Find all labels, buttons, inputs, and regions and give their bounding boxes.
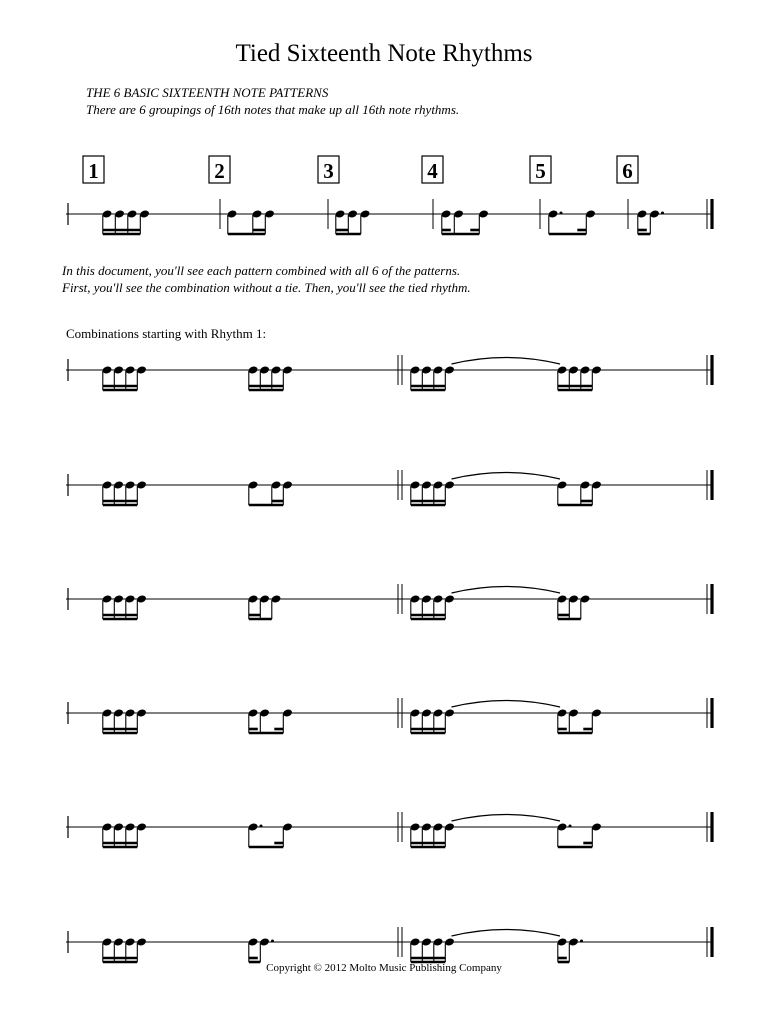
- explanation-line-2: First, you'll see the combination without a tie. Then, you'll see the tied rhythm.: [62, 280, 471, 295]
- copyright-footer: Copyright © 2012 Molto Music Publishing Company: [266, 962, 502, 974]
- intro-line: There are 6 groupings of 16th notes that make up all 16th note rhythms.: [86, 102, 460, 117]
- tie-curve: [452, 587, 561, 594]
- pattern-number-label: 6: [622, 159, 633, 183]
- page-title: Tied Sixteenth Note Rhythms: [235, 40, 533, 67]
- combination-row-3: [66, 584, 712, 619]
- augmentation-dot: [661, 212, 664, 215]
- pattern-number-box-2: [209, 156, 230, 183]
- pattern-number-label: 2: [214, 159, 225, 183]
- combination-row-2: [66, 470, 712, 505]
- tie-curve: [452, 930, 561, 937]
- combination-row-6: [66, 927, 712, 962]
- augmentation-dot: [260, 825, 263, 828]
- tie-curve: [452, 815, 561, 822]
- tie-curve: [452, 473, 561, 480]
- augmentation-dot: [580, 940, 583, 943]
- augmentation-dot: [560, 212, 563, 215]
- pattern-number-label: 4: [427, 159, 438, 183]
- basic-patterns-staff: [66, 199, 712, 234]
- tie-curve: [452, 358, 561, 365]
- pattern-number-box-6: [617, 156, 638, 183]
- pattern-number-label: 1: [88, 159, 99, 183]
- pattern-number-box-1: [83, 156, 104, 183]
- augmentation-dot: [271, 940, 274, 943]
- intro-heading: THE 6 BASIC SIXTEENTH NOTE PATTERNS: [86, 85, 329, 100]
- pattern-number-box-4: [422, 156, 443, 183]
- tie-curve: [452, 701, 561, 708]
- pattern-number-label: 3: [323, 159, 334, 183]
- combination-row-4: [66, 698, 712, 733]
- combination-row-1: [66, 355, 712, 390]
- combination-row-5: [66, 812, 712, 847]
- pattern-number-box-3: [318, 156, 339, 183]
- section-label: Combinations starting with Rhythm 1:: [66, 326, 267, 341]
- augmentation-dot: [569, 825, 572, 828]
- explanation-line-1: In this document, you'll see each pattern combined with all 6 of the patterns.: [62, 263, 461, 278]
- pattern-number-label: 5: [535, 159, 546, 183]
- pattern-number-box-5: [530, 156, 551, 183]
